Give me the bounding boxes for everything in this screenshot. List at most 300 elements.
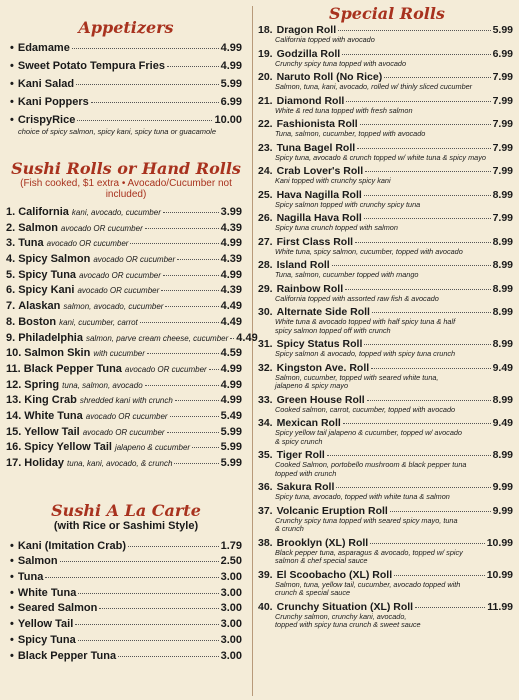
item-description: Crunchy salmon, crunchy kani, avocado, [275, 611, 407, 621]
item-name: Island Roll [276, 259, 330, 271]
item-number: 5. [6, 268, 16, 281]
item-name: Sweet Potato Tempura Fries [17, 60, 165, 72]
item-price: 5.99 [220, 441, 242, 454]
item-price: 3.00 [220, 571, 242, 584]
menu-item [258, 142, 513, 154]
item-name: Sakura Roll [276, 481, 335, 493]
menu-item [6, 379, 242, 395]
item-name: Kingston Ave. Roll [276, 361, 370, 374]
bullet-icon: • [10, 78, 14, 90]
item-price: 4.99 [220, 378, 242, 391]
leader-dots [364, 218, 491, 219]
item-number: 22. [258, 118, 273, 130]
leader-dots [91, 102, 219, 103]
leader-dots [128, 546, 219, 547]
leader-dots [390, 511, 491, 512]
menu-item [6, 410, 242, 426]
item-price: 3.99 [220, 206, 242, 218]
item-name: CrispyRice [17, 114, 76, 126]
item-name: Kani Poppers [17, 96, 89, 108]
item-number: 29. [258, 282, 273, 295]
item-price: 4.49 [220, 300, 242, 313]
item-name: Fashionista Roll [276, 118, 358, 130]
item-price: 5.99 [220, 457, 242, 469]
special-roll-item [258, 212, 513, 233]
item-number: 19. [258, 47, 273, 60]
menu-item [10, 42, 242, 60]
item-number: 18. [258, 24, 273, 36]
leader-dots [192, 447, 218, 448]
special-roll-item [258, 189, 513, 210]
item-price: 8.99 [492, 393, 513, 406]
item-description: Crunchy spicy tuna topped with seared spicy mayo, tuna [275, 515, 458, 525]
menu-item [10, 78, 242, 96]
menu-item [10, 602, 242, 618]
special-roll-item [258, 71, 513, 92]
item-number: 21. [258, 94, 273, 107]
menu-item [6, 363, 242, 379]
item-description: Salmon, tuna, yellow tail, cucumber, avocado topped with [275, 579, 461, 589]
menu-item [6, 426, 242, 442]
leader-dots [327, 455, 491, 456]
item-description: avocado OR cucumber [46, 239, 129, 249]
item-description: Spicy yellow tail jalapeno & cucumber, topped w/ avocado [275, 428, 462, 437]
item-number: 36. [258, 481, 273, 493]
menu-item [6, 441, 242, 457]
item-number: 8. [6, 315, 16, 328]
item-number: 40. [258, 600, 273, 613]
special-rolls-list [258, 23, 516, 630]
special-roll-item [258, 283, 513, 304]
item-name: Tuna [17, 571, 44, 584]
item-price: 4.99 [220, 42, 242, 54]
item-name: Alaskan [18, 300, 61, 313]
menu-item [6, 457, 242, 473]
item-name: Brooklyn (XL) Roll [276, 536, 369, 549]
leader-dots [357, 148, 490, 149]
item-name: Crab Lover's Roll [276, 165, 364, 177]
leader-dots [177, 259, 218, 260]
item-number: 6. [6, 284, 16, 297]
bullet-icon: • [10, 555, 14, 568]
item-number: 38. [258, 536, 273, 549]
bullet-icon: • [10, 618, 14, 631]
item-number: 16. [6, 441, 22, 454]
item-price: 2.50 [220, 555, 242, 568]
leader-dots [345, 289, 490, 290]
menu-item [258, 505, 513, 517]
item-description: shredded kani with crunch [79, 396, 173, 406]
item-price: 9.49 [492, 361, 513, 374]
menu-item [6, 222, 242, 238]
special-roll-item [258, 306, 513, 335]
special-roll-item [258, 236, 513, 257]
item-description: Salmon, tuna, kani, avocado, rolled w/ thinly sliced cucumber [275, 82, 473, 91]
item-description: tuna, kani, avocado, & crunch [67, 459, 173, 468]
item-price: 5.99 [492, 24, 513, 36]
special-roll-item [258, 165, 513, 186]
item-name: Spicy Kani [18, 284, 75, 297]
item-description: White & red tuna topped with fresh salmon [275, 105, 413, 115]
menu-item [10, 618, 242, 634]
leader-dots [118, 656, 219, 657]
item-name: Kani Salad [17, 78, 75, 90]
item-description: salmon, avocado, cucumber [63, 302, 164, 312]
item-price: 4.59 [220, 347, 242, 360]
item-price: 6.99 [220, 96, 242, 108]
item-number: 31. [258, 338, 273, 350]
menu-item [10, 587, 242, 603]
item-name: Tiger Roll [276, 449, 325, 461]
special-roll-item [258, 338, 513, 359]
item-number: 13. [6, 394, 22, 407]
item-number: 24. [258, 165, 273, 177]
item-description: kani, avocado, cucumber [71, 208, 161, 217]
item-number: 33. [258, 393, 273, 406]
bullet-icon: • [10, 96, 14, 108]
special-roll-item [258, 417, 513, 446]
item-number: 1. [6, 206, 16, 218]
item-description: crunch & special sauce [275, 588, 351, 597]
item-number: 25. [258, 188, 273, 201]
item-name: Tuna [18, 237, 44, 250]
leader-dots [170, 416, 219, 417]
leader-dots [145, 385, 219, 386]
leader-dots [336, 487, 490, 488]
menu-item [6, 269, 242, 285]
menu-item [10, 96, 242, 114]
special-roll-item [258, 481, 513, 502]
item-price: 3.00 [220, 618, 242, 631]
leader-dots [167, 432, 219, 433]
bullet-icon: • [10, 633, 14, 646]
item-description: salmon & chef special sauce [275, 556, 368, 565]
item-number: 4. [6, 253, 16, 266]
leader-dots [99, 608, 218, 609]
leader-dots [78, 593, 218, 594]
item-price: 4.99 [220, 237, 242, 250]
item-description: avocado OR cucumber [93, 255, 176, 265]
item-price: 9.99 [492, 504, 513, 517]
item-description: California topped with avocado [275, 35, 375, 44]
item-price: 4.99 [220, 60, 242, 72]
special-roll-item [258, 259, 513, 280]
item-name: Seared Salmon [17, 602, 98, 615]
item-number: 11. [6, 362, 21, 375]
item-name: Black Pepper Tuna [23, 362, 122, 375]
item-price: 5.99 [220, 425, 242, 438]
item-number: 12. [6, 378, 22, 391]
item-number: 32. [258, 361, 273, 374]
item-description: Salmon, cucumber, topped with seared white tuna, [275, 372, 439, 382]
item-description: Cooked salmon, carrot, cucumber, topped with avocado [275, 404, 456, 414]
item-price: 1.79 [220, 539, 242, 552]
leader-dots [364, 195, 491, 196]
item-description: avocado OR cucumber [85, 411, 168, 421]
item-description: avocado OR cucumber [60, 223, 143, 233]
item-number: 7. [6, 300, 16, 313]
leader-dots [384, 77, 490, 78]
item-price: 5.99 [220, 78, 242, 90]
bullet-icon: • [10, 571, 14, 584]
item-description: avocado OR cucumber [82, 427, 165, 437]
menu-item [6, 347, 242, 363]
menu-item [10, 634, 242, 650]
leader-dots [367, 400, 491, 401]
menu-item [258, 362, 513, 374]
item-price: 3.00 [220, 602, 242, 615]
leader-dots [346, 101, 490, 102]
item-price: 5.49 [220, 409, 242, 422]
special-roll-item [258, 601, 513, 630]
item-name: Yellow Tail [24, 425, 80, 438]
item-description: with cucumber [93, 349, 145, 359]
leader-dots [175, 400, 219, 401]
item-name: Alternate Side Roll [276, 306, 370, 318]
leader-dots [370, 543, 485, 544]
menu-item [6, 300, 242, 316]
special-roll-item [258, 449, 513, 478]
menu-item [258, 48, 513, 60]
menu-item [6, 316, 242, 332]
item-description: White tuna, spicy salmon, cucumber, topped with avocado [275, 246, 463, 256]
item-number: 28. [258, 259, 273, 271]
item-description: & spicy crunch [275, 436, 323, 446]
item-name: White Tuna [17, 586, 77, 599]
item-price: 8.99 [492, 188, 513, 201]
leader-dots [130, 243, 218, 244]
leader-dots [342, 54, 490, 55]
menu-item [6, 331, 258, 348]
leader-dots [78, 640, 219, 641]
item-number: 35. [258, 449, 273, 461]
item-name: Dragon Roll [276, 24, 337, 36]
bullet-icon: • [10, 602, 14, 615]
item-number: 39. [258, 568, 273, 581]
menu-item [258, 537, 513, 549]
item-description: topped with spicy tuna crunch & sweet sauce [275, 620, 421, 629]
item-name: Nagilla Hava Roll [276, 212, 362, 224]
item-description: jalapeno & spicy mayo [275, 381, 349, 390]
special-roll-item [258, 48, 513, 69]
column-divider [252, 6, 253, 696]
left-column [0, 0, 258, 665]
item-name: Black Pepper Tuna [17, 649, 117, 662]
item-description: avocado OR cucumber [124, 364, 207, 374]
item-price: 6.99 [492, 47, 513, 60]
item-description: avocado OR cucumber [77, 286, 160, 296]
item-name: Boston [18, 315, 57, 328]
leader-dots [209, 369, 219, 370]
item-description: kani, cucumber, carrot [59, 317, 138, 327]
leader-dots [415, 607, 485, 608]
item-name: Diamond Roll [276, 94, 345, 107]
leader-dots [394, 575, 485, 576]
item-number: 26. [258, 212, 273, 224]
bullet-icon: • [10, 42, 14, 54]
item-price: 8.99 [492, 282, 513, 295]
leader-dots [167, 66, 219, 67]
item-price: 10.99 [486, 568, 513, 581]
leader-dots [76, 84, 218, 85]
item-description: Spicy tuna crunch topped with salmon [275, 223, 398, 232]
leader-dots [230, 338, 234, 339]
leader-dots [371, 368, 490, 369]
item-name: Spicy Salmon [18, 253, 91, 266]
leader-dots [163, 212, 219, 213]
bullet-icon: • [10, 114, 14, 126]
item-name: Mexican Roll [276, 417, 341, 429]
item-description: Spicy tuna, avocado, topped with white tuna & salmon [275, 492, 450, 501]
item-description: avocado OR cucumber [79, 270, 161, 280]
item-name: Edamame [17, 42, 70, 54]
menu-item [10, 650, 242, 666]
item-description: Spicy tuna, avocado & crunch topped w/ white tuna & spicy mayo [275, 152, 486, 162]
menu-item [258, 601, 513, 613]
menu-item [6, 237, 242, 253]
item-name: Tuna Bagel Roll [276, 141, 356, 154]
item-price: 4.39 [220, 221, 242, 234]
item-name: Spicy Tuna [17, 633, 76, 646]
menu-item [258, 394, 513, 406]
sushi-rolls-subtitle: (Fish cooked, $1 extra • Avocado/Cucumber not included) [20, 178, 232, 200]
item-price: 10.99 [486, 536, 513, 549]
item-name: Spicy Yellow Tail [24, 441, 112, 454]
item-name: California [18, 206, 69, 218]
item-description: spicy salmon topped off with crunch [275, 325, 391, 335]
appetizers-title: Appetizers [78, 18, 174, 37]
item-name: First Class Roll [276, 235, 354, 248]
item-number: 17. [6, 457, 22, 469]
a-la-carte-subtitle: (with Rice or Sashimi Style) [53, 519, 199, 532]
leader-dots [364, 344, 490, 345]
menu-item [6, 284, 242, 300]
leader-dots [147, 353, 219, 354]
item-price: 9.99 [492, 481, 513, 493]
special-roll-item [258, 394, 513, 415]
item-price: 3.00 [220, 649, 242, 662]
item-number: 14. [6, 409, 22, 422]
item-number: 37. [258, 504, 273, 517]
menu-item [258, 95, 513, 107]
item-description: topped with crunch [275, 468, 337, 478]
item-price: 8.99 [492, 306, 513, 318]
leader-dots [140, 322, 219, 323]
item-price: 3.00 [220, 633, 242, 646]
item-price: 4.39 [220, 253, 242, 266]
item-name: Philadelphia [18, 331, 83, 344]
item-description: choice of spicy salmon, spicy kani, spicy tuna or guacamole [18, 127, 217, 136]
leader-dots [145, 228, 219, 229]
bullet-icon: • [10, 60, 14, 72]
item-price: 10.00 [214, 114, 242, 126]
special-roll-item [258, 362, 513, 391]
item-price: 4.99 [220, 394, 242, 407]
bullet-icon: • [10, 649, 14, 662]
special-roll-item [258, 537, 513, 566]
sushi-rolls-title: Sushi Rolls or Hand Rolls [11, 159, 241, 178]
item-price: 9.49 [492, 417, 513, 429]
item-name: Godzilla Roll [276, 47, 341, 60]
item-name: Spring [24, 378, 60, 391]
menu-item [6, 206, 242, 222]
item-name: Yellow Tail [17, 618, 74, 631]
item-description: & crunch [275, 524, 304, 533]
special-roll-item [258, 142, 513, 163]
item-name: Hava Nagilla Roll [276, 188, 362, 201]
special-rolls-title: Special Rolls [329, 4, 445, 23]
item-price: 7.99 [492, 118, 513, 130]
item-price: 4.49 [220, 315, 242, 328]
leader-dots [45, 577, 218, 578]
item-number: 23. [258, 141, 273, 154]
menu-item [10, 60, 242, 78]
item-price: 7.99 [492, 141, 513, 154]
bullet-icon: • [10, 586, 14, 599]
item-description: Tuna, salmon, cucumber topped with mango [275, 270, 419, 279]
item-name: Naruto Roll (No Rice) [276, 71, 383, 83]
item-number: 2. [6, 221, 16, 234]
item-price: 8.99 [492, 449, 513, 461]
item-name: Rainbow Roll [276, 282, 344, 295]
leader-dots [163, 275, 219, 276]
item-description: Tuna, salmon, cucumber, topped with avocado [275, 129, 426, 138]
item-name: White Tuna [24, 409, 83, 422]
special-roll-item [258, 95, 513, 116]
leader-dots [372, 312, 491, 313]
item-description: Cooked Salmon, portobello mushroom & black pepper tuna [275, 460, 467, 469]
item-price: 4.99 [220, 268, 242, 281]
menu-item [258, 569, 513, 581]
item-price: 7.99 [492, 94, 513, 107]
leader-dots [365, 171, 490, 172]
sushi-rolls-list [0, 200, 258, 473]
item-name: Volcanic Eruption Roll [276, 504, 388, 517]
item-name: King Crab [24, 394, 77, 407]
menu-item [258, 189, 513, 201]
special-roll-item [258, 569, 513, 598]
item-price: 7.99 [492, 212, 513, 224]
item-description: Spicy salmon topped with crunchy spicy tuna [275, 199, 421, 209]
a-la-carte-title: Sushi A La Carte [51, 500, 201, 520]
item-description: White tuna & avocado topped with half spicy tuna & half [275, 317, 456, 326]
leader-dots [165, 306, 218, 307]
item-description: Spicy salmon & avocado, topped with spicy tuna crunch [275, 349, 456, 358]
item-price: 4.99 [220, 362, 242, 375]
menu-item [10, 555, 242, 571]
leader-dots [332, 265, 491, 266]
item-name: Kani (Imitation Crab) [17, 539, 127, 552]
leader-dots [355, 242, 491, 243]
leader-dots [360, 124, 491, 125]
leader-dots [75, 624, 218, 625]
menu-item [10, 540, 242, 556]
item-price: 7.99 [492, 71, 513, 83]
item-number: 15. [6, 425, 22, 438]
menu-item [6, 253, 242, 269]
special-roll-item [258, 505, 513, 534]
item-price: 7.99 [492, 165, 513, 177]
special-roll-item [258, 24, 513, 45]
item-price: 11.99 [487, 600, 513, 613]
item-price: 8.99 [492, 338, 513, 350]
special-roll-item [258, 118, 513, 139]
menu-item [10, 571, 242, 587]
item-description: Black pepper tuna, asparagus & avocado, topped w/ spicy [275, 547, 463, 557]
a-la-carte-list [0, 532, 252, 666]
leader-dots [161, 290, 218, 291]
leader-dots [60, 561, 219, 562]
